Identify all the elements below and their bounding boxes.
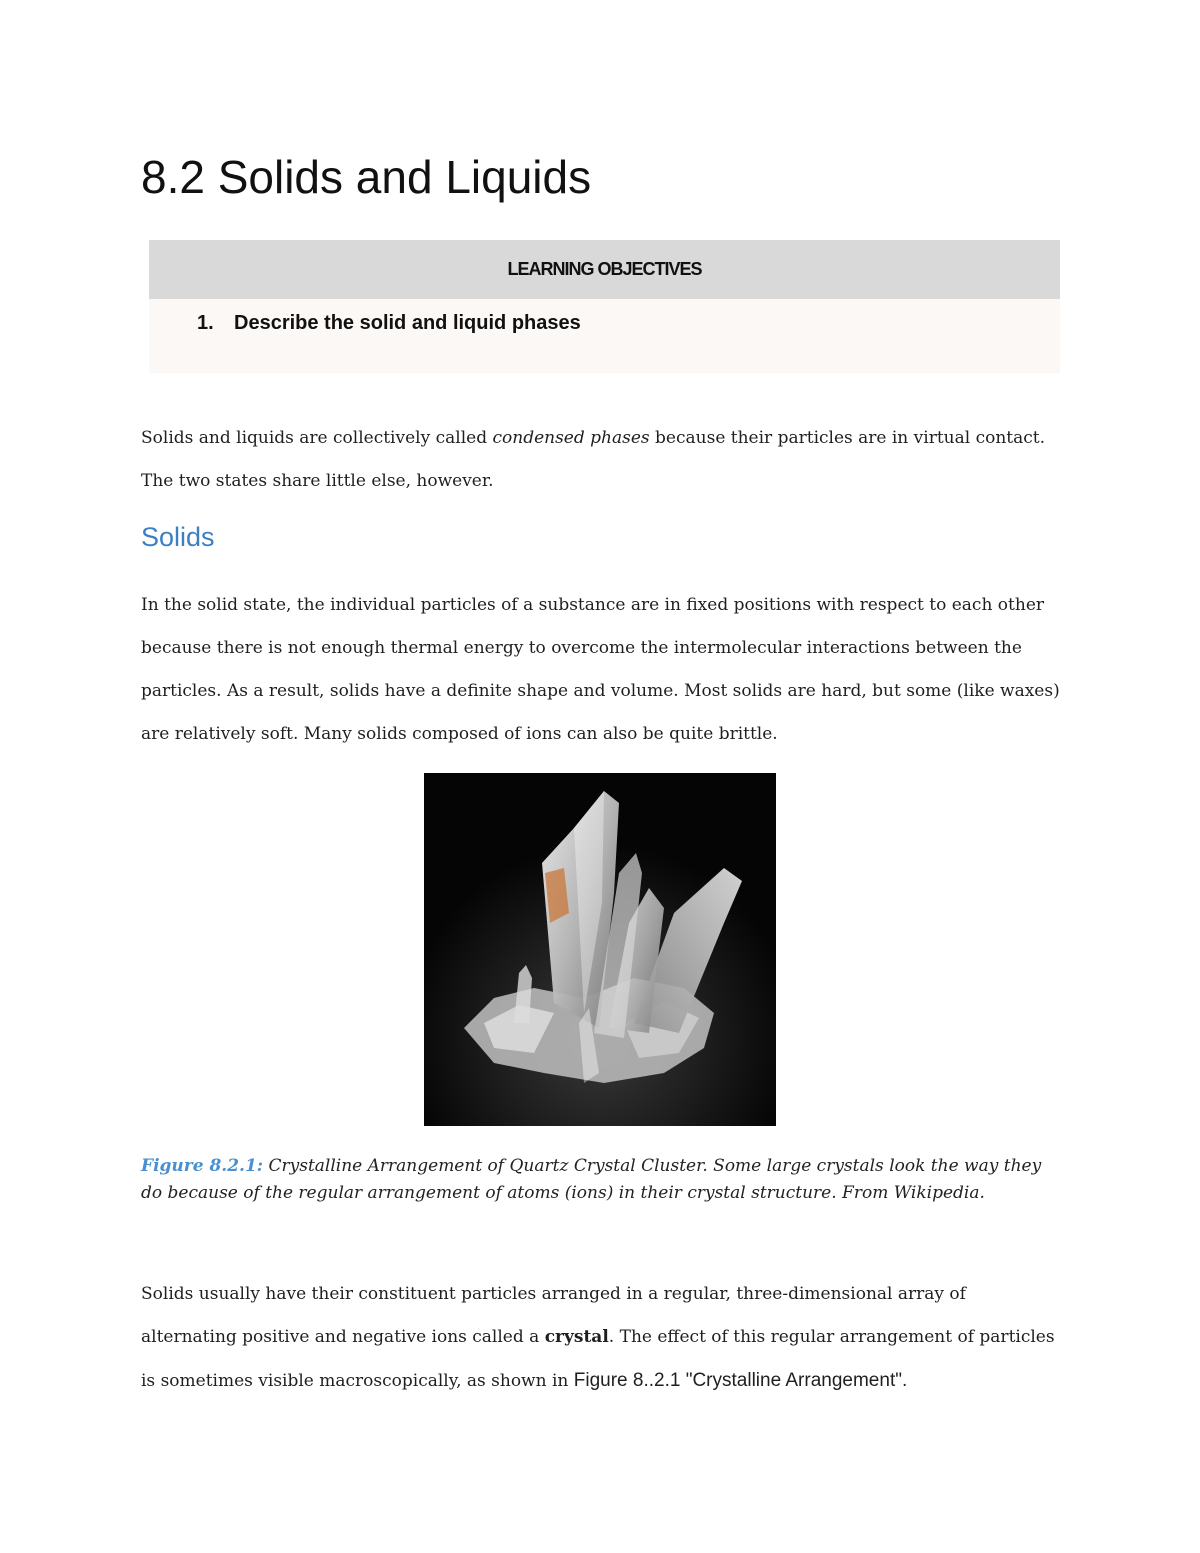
section-heading-solids: Solids [141,522,215,552]
objective-text: Describe the solid and liquid phases [234,312,581,334]
para2-text-middle: . The effect of this regular arrangement of particles is sometimes visible macroscopically, as shown in [141,1327,1055,1391]
para2-text-start: Solids usually have their constituent particles arranged in a regular, three-dimensional array of alternating positive and negative ions called a [141,1284,966,1347]
intro-text-end: because their particles are in virtual contact. The two states share little else, however. [141,428,1046,491]
objective-number: 1. [197,312,214,334]
quartz-crystal-illustration [424,773,776,1126]
objective-item [197,312,581,335]
figure-caption [141,1153,1056,1207]
intro-text-start: Solids and liquids are collectively called [141,428,493,448]
solids-paragraph-1: In the solid state, the individual particles of a substance are in fixed positions with respect to each other because there is not enough thermal energy to overcome the intermolecular interactions between the particles. As a result, solids have a definite shape and volume. Most solids are hard, but some (like waxes) are relatively soft. Many solids composed of ions can also be quite brittle. [141,595,1060,744]
crystal-term: crystal [544,1327,609,1347]
para2-text-end: . [901,1370,908,1391]
figure-caption-text: Crystalline Arrangement of Quartz Crystal Cluster. Some large crystals look the way they do because of the regular arrangement of atoms (ions) in their crystal structure. From Wikipedia. [141,1156,1042,1203]
solids-paragraph-2 [141,1273,1061,1403]
learning-objectives-header: LEARNING OBJECTIVES [149,240,1060,299]
learning-objectives-box [149,240,1060,373]
quartz-crystal-image [424,773,776,1126]
page-title: 8.2 Solids and Liquids [141,151,592,203]
intro-paragraph [141,417,1061,503]
figure-reference-link[interactable]: Figure 8..2.1 "Crystalline Arrangement" [573,1370,902,1391]
figure-label: Figure 8.2.1: [141,1156,264,1176]
intro-emphasis: condensed phases [492,428,650,448]
